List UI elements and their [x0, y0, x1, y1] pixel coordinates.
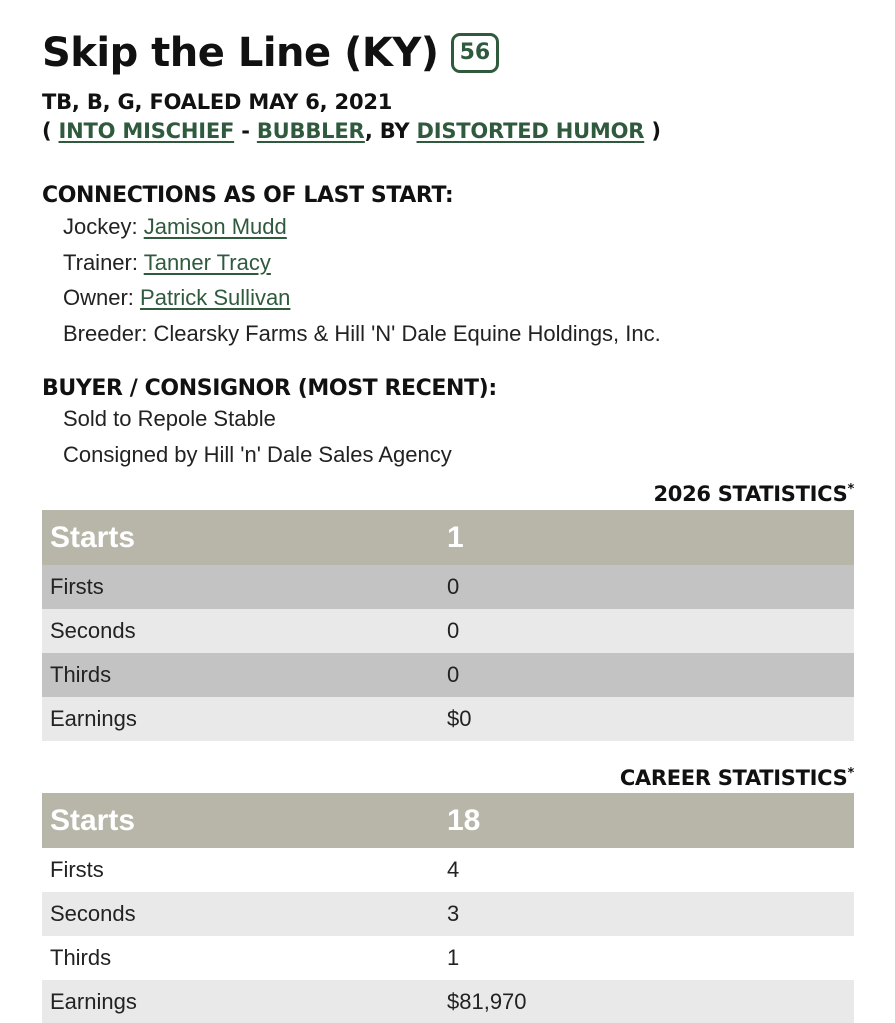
row-label: Seconds: [42, 892, 447, 936]
breeder-label: Breeder:: [63, 321, 154, 346]
table-row: [42, 653, 854, 697]
table-row: [42, 609, 854, 653]
stats-2026-table: [42, 510, 854, 741]
stats-2026-heading: [653, 482, 854, 506]
row-value: 3: [447, 892, 854, 936]
table-row: [42, 697, 854, 741]
career-stats-title: CAREER STATISTICS: [619, 766, 848, 790]
starts-label: Starts: [42, 510, 447, 565]
row-label: Earnings: [42, 980, 447, 1023]
row-label: Firsts: [42, 848, 447, 892]
jockey-label: Jockey:: [63, 214, 144, 239]
row-value: 0: [447, 653, 854, 697]
table-row: [42, 936, 854, 980]
title-row: [42, 30, 499, 76]
career-stats-heading: [620, 766, 854, 790]
jockey-link[interactable]: Jamison Mudd: [143, 214, 287, 239]
pedigree-line: [42, 119, 661, 143]
sold-to-line: Sold to Repole Stable: [63, 406, 276, 431]
owner-label: Owner:: [63, 285, 141, 310]
row-value: 0: [447, 609, 854, 653]
row-label: Thirds: [42, 653, 447, 697]
table-header-row: [42, 510, 854, 565]
row-value: $81,970: [447, 980, 854, 1023]
consigned-by-line: Consigned by Hill 'n' Dale Sales Agency: [63, 442, 452, 467]
pedigree-by: , BY: [364, 119, 417, 143]
stats-2026-title: 2026 STATISTICS: [653, 482, 848, 506]
breeder-line: [63, 321, 661, 347]
row-label: Earnings: [42, 697, 447, 741]
pedigree-open: (: [42, 119, 59, 143]
starts-value: 18: [447, 793, 854, 848]
dam-link[interactable]: BUBBLER: [256, 119, 365, 143]
program-number-badge: 56: [451, 33, 500, 73]
buyer-consignor-heading: BUYER / CONSIGNOR (MOST RECENT):: [42, 376, 497, 401]
row-value: 0: [447, 565, 854, 609]
career-stats-table: [42, 793, 854, 1023]
trainer-label: Trainer:: [63, 250, 144, 275]
table-header-row: [42, 793, 854, 848]
jockey-line: [63, 214, 287, 240]
table-row: [42, 565, 854, 609]
row-value: 1: [447, 936, 854, 980]
trainer-line: [63, 250, 271, 276]
career-stats-asterisk: *: [847, 766, 854, 781]
pedigree-close: ): [644, 119, 661, 143]
trainer-link[interactable]: Tanner Tracy: [143, 250, 271, 275]
stats-2026-asterisk: *: [847, 482, 854, 497]
horse-details: TB, B, G, FOALED MAY 6, 2021: [42, 90, 393, 114]
starts-value: 1: [447, 510, 854, 565]
starts-label: Starts: [42, 793, 447, 848]
table-row: [42, 980, 854, 1023]
sire-link[interactable]: INTO MISCHIEF: [58, 119, 235, 143]
row-label: Thirds: [42, 936, 447, 980]
row-label: Firsts: [42, 565, 447, 609]
row-value: $0: [447, 697, 854, 741]
horse-name: Skip the Line (KY): [42, 30, 439, 76]
damsire-link[interactable]: DISTORTED HUMOR: [416, 119, 645, 143]
breeder-value: Clearsky Farms & Hill 'N' Dale Equine Holdings, Inc.: [153, 321, 661, 346]
pedigree-separator: -: [234, 119, 257, 143]
table-row: [42, 892, 854, 936]
table-row: [42, 848, 854, 892]
row-value: 4: [447, 848, 854, 892]
connections-heading: CONNECTIONS AS OF LAST START:: [42, 183, 454, 208]
owner-link[interactable]: Patrick Sullivan: [140, 285, 291, 310]
owner-line: [63, 285, 290, 311]
row-label: Seconds: [42, 609, 447, 653]
